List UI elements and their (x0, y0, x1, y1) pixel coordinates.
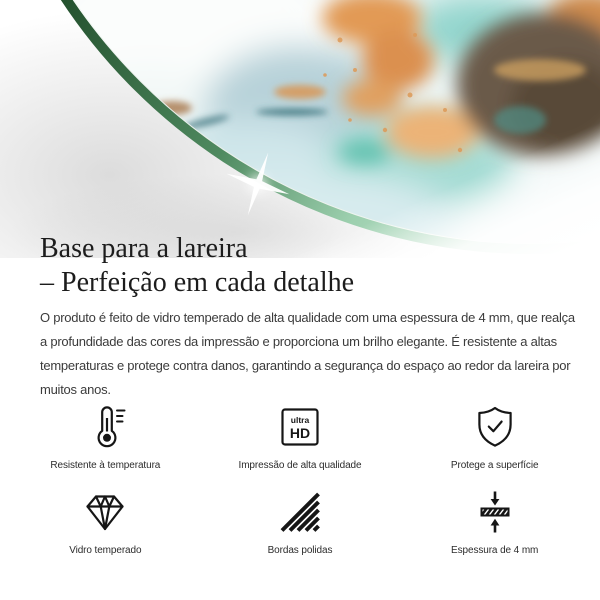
shield-check-icon (472, 404, 518, 450)
page-title (40, 232, 354, 300)
description-line: O produto é feito de vidro temperado de alta qualidade com uma espessura de 4 mm, que realça (40, 310, 575, 325)
feature-surface-protection (397, 404, 592, 473)
feature-temperature (8, 404, 203, 473)
ultra-hd-icon-text-bottom: HD (289, 425, 311, 441)
feature-label: Resistente à temperatura (50, 460, 161, 471)
features-grid (8, 404, 592, 558)
feature-thickness (397, 489, 592, 558)
feature-label: Espessura de 4 mm (451, 545, 539, 556)
title-line-2: – Perfeição em cada detalhe (40, 267, 355, 298)
product-image (0, 0, 600, 258)
thermometer-icon (82, 404, 128, 450)
feature-label: Bordas polidas (267, 545, 333, 556)
description-line: muitos anos. (40, 382, 111, 397)
diamond-icon (82, 489, 128, 535)
description-line: a profundidade das cores da impressão e proporciona um brilho elegante. É resistente a altas (40, 334, 557, 349)
product-description (40, 306, 580, 402)
feature-label: Impressão de alta qualidade (238, 460, 362, 471)
ultra-hd-icon (277, 404, 323, 450)
feature-tempered-glass (8, 489, 203, 558)
feature-label: Protege a superfície (450, 460, 539, 471)
compressed-thickness-icon (472, 489, 518, 535)
feature-print-quality (203, 404, 398, 473)
polished-edges-icon (277, 489, 323, 535)
description-line: temperaturas e protege contra danos, garantindo a segurança do espaço ao redor da lareira por (40, 358, 571, 373)
white-fade-overlay (0, 0, 600, 258)
feature-label: Vidro temperado (69, 545, 142, 556)
ultra-hd-icon-text-top: ultra (290, 415, 310, 425)
title-line-1: Base para a lareira (40, 233, 248, 264)
feature-polished-edges (203, 489, 398, 558)
